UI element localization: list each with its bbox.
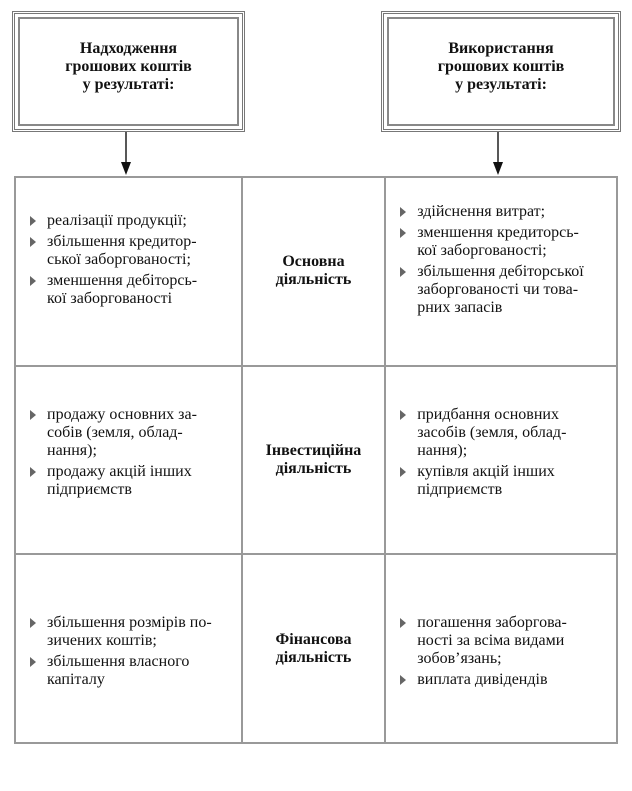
inflow-list-item: збільшення кредитор- ської заборгованості; [24,233,235,269]
outflow-cell [385,177,617,366]
inflow-cell [15,366,242,555]
outflow-cell [385,554,617,743]
inflow-list [16,614,241,689]
outflow-list-item: придбання основних засобів (земля, облад- нання); [394,406,610,460]
row-operating-activity [15,177,617,366]
outflow-list-item: купівля акцій інших підприємств [394,463,610,499]
inflow-list-item: продажу основних за- собів (земля, облад- нання); [24,406,235,460]
row-investing-activity [15,366,617,555]
inflow-list-item: збільшення розмірів по- зичених коштів; [24,614,235,650]
outflow-list-item: збільшення дебіторської заборгованості чи това- рних запасів [394,263,610,317]
inflow-cell [15,554,242,743]
cashflow-table [14,176,618,744]
inflow-list-item: реалізації продукції; [24,212,235,230]
inflow-cell [15,177,242,366]
row-financing-activity [15,554,617,743]
outflow-list-item: погашення заборгова- ності за всіма видами зобов’язань; [394,614,610,668]
activity-label: Інвестиційна діяльність [242,366,385,555]
outflow-list-item: зменшення кредиторсь- кої заборгованості; [394,224,610,260]
arrow-left [121,132,131,175]
inflow-list [16,406,241,499]
outflow-list [386,203,616,317]
inflow-list [16,212,241,308]
arrow-right [493,132,503,175]
inflow-list-item: зменшення дебіторсь- кої заборгованості [24,272,235,308]
outflow-list-item: здійснення витрат; [394,203,610,221]
outflow-header-label: Використання грошових коштів у результаті: [387,17,615,126]
outflow-list [386,406,616,499]
inflow-header-label: Надходження грошових коштів у результаті: [18,17,239,126]
outflow-cell [385,366,617,555]
activity-label: Фінансова діяльність [242,554,385,743]
outflow-list [386,614,616,689]
inflow-list-item: збільшення власного капіталу [24,653,235,689]
outflow-list-item: виплата дивідендів [394,671,610,689]
activity-label: Основна діяльність [242,177,385,366]
inflow-list-item: продажу акцій інших підприємств [24,463,235,499]
